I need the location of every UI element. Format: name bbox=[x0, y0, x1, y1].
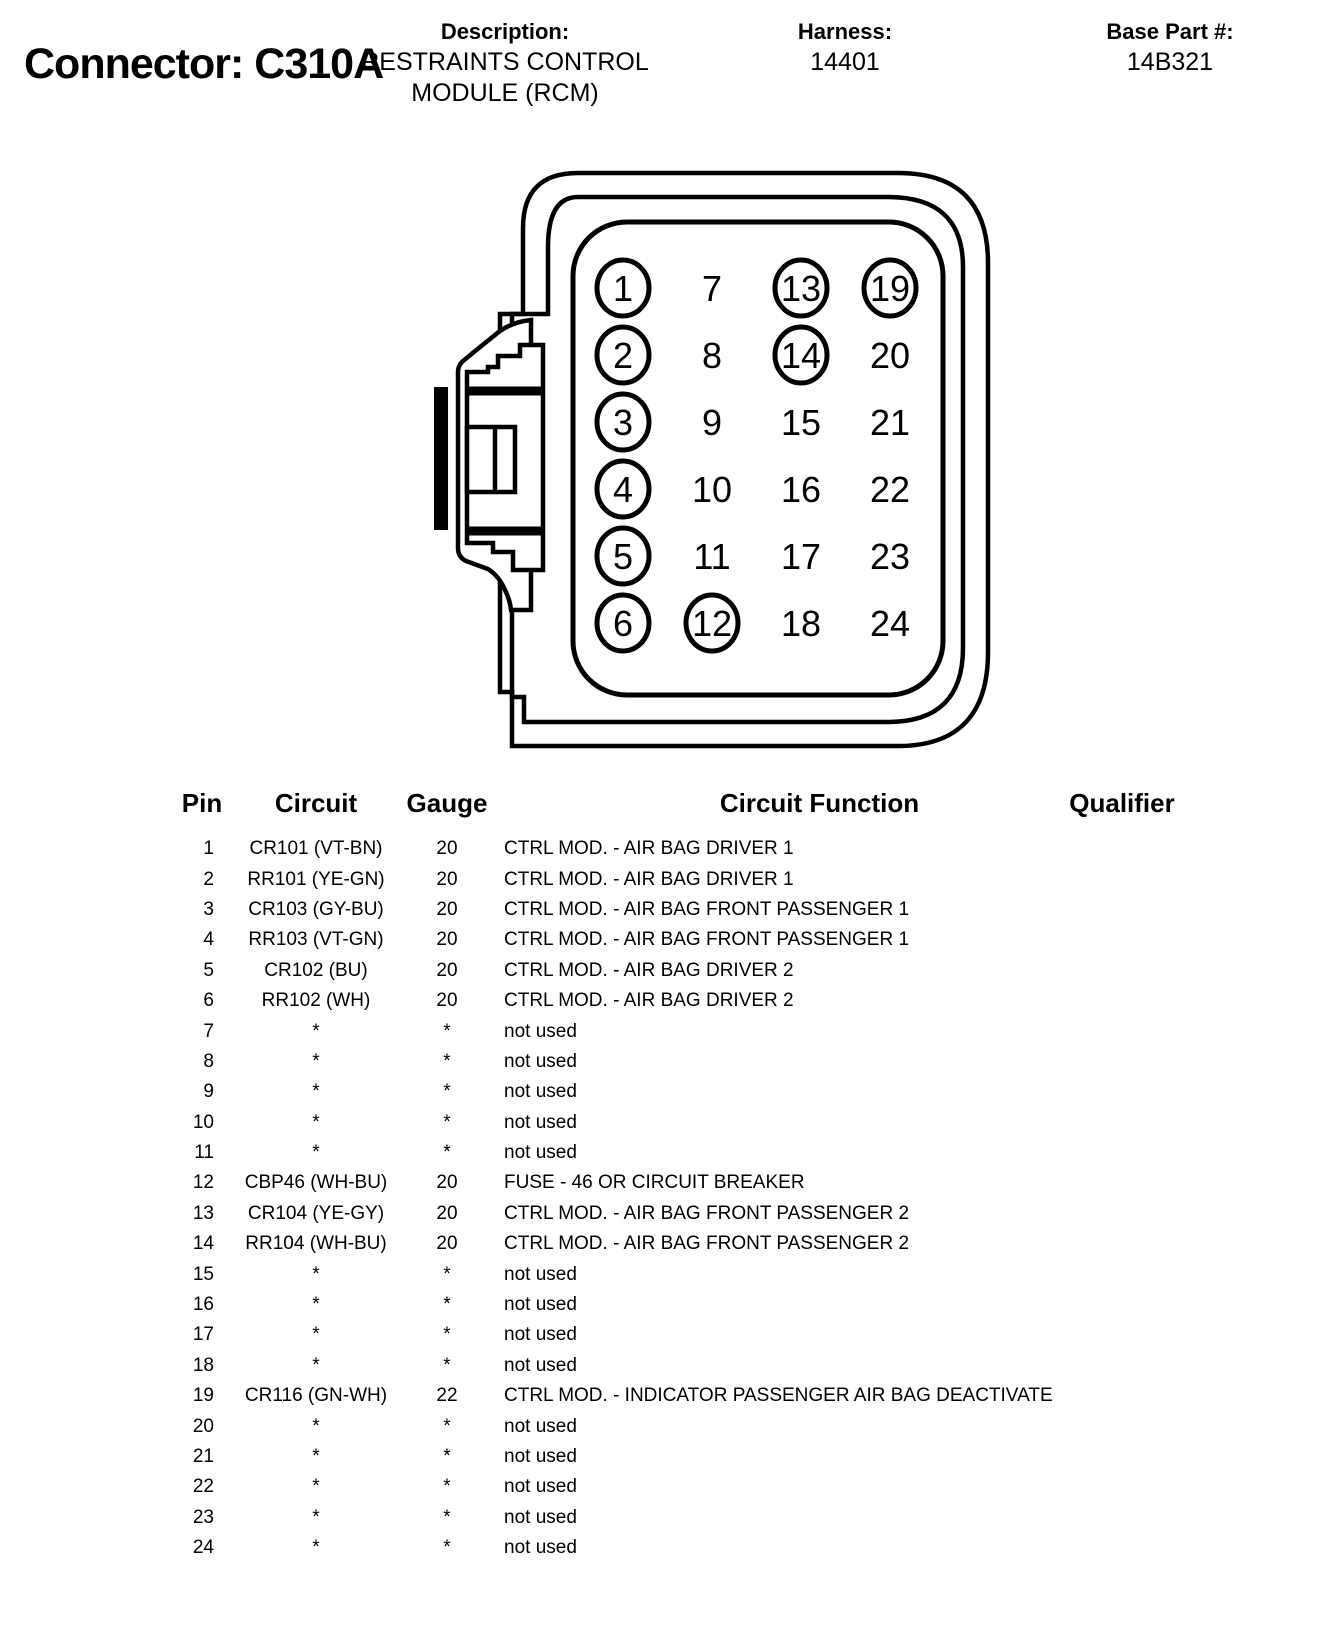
cell-function: CTRL MOD. - AIR BAG FRONT PASSENGER 1 bbox=[504, 898, 910, 920]
table-row bbox=[172, 1503, 1242, 1533]
pin-22-label: 22 bbox=[869, 469, 911, 510]
connector-diagram bbox=[400, 150, 1000, 760]
cell-gauge: 20 bbox=[436, 959, 458, 981]
cell-gauge: * bbox=[443, 1050, 451, 1072]
pin-13-label: 13 bbox=[780, 268, 822, 309]
table-row bbox=[172, 925, 1242, 955]
cell-gauge: * bbox=[443, 1324, 451, 1346]
harness-label: Harness: bbox=[797, 19, 893, 44]
table-row bbox=[172, 864, 1242, 894]
cell-pin: 15 bbox=[192, 1263, 214, 1285]
table-row bbox=[172, 1138, 1242, 1168]
cell-gauge: * bbox=[443, 1142, 451, 1164]
table-row bbox=[172, 895, 1242, 925]
col-header-gauge: Gauge bbox=[406, 788, 488, 818]
cell-pin: 7 bbox=[203, 1020, 214, 1042]
pin-23-label: 23 bbox=[869, 536, 911, 577]
cell-circuit: CR103 (GY-BU) bbox=[248, 898, 384, 920]
table-row bbox=[172, 1108, 1242, 1138]
cell-gauge: 20 bbox=[436, 838, 458, 860]
cell-gauge: 20 bbox=[436, 898, 458, 920]
cell-pin: 3 bbox=[203, 898, 214, 920]
cell-function: not used bbox=[504, 1020, 577, 1042]
cell-circuit: CR104 (YE-GY) bbox=[247, 1202, 385, 1224]
pin-2-label: 2 bbox=[612, 335, 634, 376]
base-part-value: 14B321 bbox=[1126, 48, 1214, 76]
description-line1: RESTRAINTS CONTROL bbox=[361, 48, 649, 76]
cell-pin: 14 bbox=[192, 1233, 214, 1255]
description-label: Description: bbox=[440, 19, 570, 44]
cell-gauge: * bbox=[443, 1263, 451, 1285]
pin-20-label: 20 bbox=[869, 335, 911, 376]
keyway-window bbox=[467, 427, 515, 492]
cell-pin: 1 bbox=[203, 838, 214, 860]
table-row bbox=[172, 1016, 1242, 1046]
cell-circuit: RR104 (WH-BU) bbox=[245, 1233, 387, 1255]
cell-function: CTRL MOD. - AIR BAG FRONT PASSENGER 2 bbox=[504, 1233, 910, 1255]
cell-function: not used bbox=[504, 1537, 577, 1559]
cell-circuit: * bbox=[312, 1263, 320, 1285]
cell-pin: 19 bbox=[192, 1385, 214, 1407]
cell-function: CTRL MOD. - AIR BAG FRONT PASSENGER 1 bbox=[504, 929, 910, 951]
col-header-qualifier: Qualifier bbox=[1069, 788, 1175, 818]
cell-function: CTRL MOD. - AIR BAG DRIVER 2 bbox=[504, 959, 794, 981]
cell-function: CTRL MOD. - AIR BAG DRIVER 1 bbox=[504, 838, 794, 860]
cell-circuit: * bbox=[312, 1324, 320, 1346]
cell-pin: 21 bbox=[192, 1446, 214, 1467]
cell-pin: 6 bbox=[203, 990, 214, 1012]
cell-circuit: * bbox=[312, 1142, 320, 1164]
cell-gauge: * bbox=[443, 1446, 451, 1467]
cell-function: CTRL MOD. - AIR BAG DRIVER 1 bbox=[504, 868, 794, 890]
table-row bbox=[172, 1320, 1242, 1350]
pin-11-label: 11 bbox=[693, 536, 731, 577]
col-header-function: Circuit Function bbox=[719, 788, 920, 818]
cell-pin: 9 bbox=[203, 1081, 214, 1103]
cell-circuit: * bbox=[312, 1415, 320, 1437]
table-row bbox=[172, 1077, 1242, 1107]
cell-gauge: 20 bbox=[436, 1233, 458, 1255]
cell-function: FUSE - 46 OR CIRCUIT BREAKER bbox=[504, 1172, 805, 1194]
cell-gauge: * bbox=[443, 1354, 451, 1376]
cell-circuit: * bbox=[312, 1446, 320, 1467]
cell-circuit: * bbox=[312, 1354, 320, 1376]
cell-gauge: * bbox=[443, 1506, 451, 1528]
cell-pin: 17 bbox=[192, 1324, 214, 1346]
pin-18-label: 18 bbox=[780, 603, 822, 644]
pin-6-label: 6 bbox=[612, 603, 634, 644]
cell-function: not used bbox=[504, 1415, 577, 1437]
cell-circuit: * bbox=[312, 1020, 320, 1042]
cell-circuit: * bbox=[312, 1537, 320, 1559]
cell-gauge: 20 bbox=[436, 868, 458, 890]
pin-7-label: 7 bbox=[701, 268, 723, 309]
cell-gauge: * bbox=[443, 1415, 451, 1437]
pin-8-label: 8 bbox=[701, 335, 723, 376]
base-part-block bbox=[1050, 16, 1290, 78]
cell-pin: 4 bbox=[203, 929, 214, 951]
table-row bbox=[172, 1259, 1242, 1289]
cell-gauge: 20 bbox=[436, 929, 458, 951]
pin-1-label: 1 bbox=[612, 268, 634, 309]
cell-circuit: CBP46 (WH-BU) bbox=[244, 1172, 388, 1194]
description-block bbox=[330, 16, 680, 109]
cell-gauge: * bbox=[443, 1111, 451, 1133]
cell-pin: 12 bbox=[192, 1172, 214, 1194]
cell-function: not used bbox=[504, 1111, 577, 1133]
description-line2: MODULE (RCM) bbox=[411, 79, 599, 107]
cell-circuit: * bbox=[312, 1476, 320, 1498]
table-row bbox=[172, 986, 1242, 1016]
table-row bbox=[172, 1351, 1242, 1381]
cell-pin: 24 bbox=[192, 1537, 214, 1559]
cell-pin: 5 bbox=[203, 959, 214, 981]
cell-function: not used bbox=[504, 1324, 577, 1346]
cell-gauge: 22 bbox=[436, 1385, 458, 1407]
pin-15-label: 15 bbox=[780, 402, 822, 443]
cell-pin: 22 bbox=[192, 1476, 214, 1498]
col-header-circuit: Circuit bbox=[274, 788, 358, 818]
cell-function: CTRL MOD. - AIR BAG DRIVER 2 bbox=[504, 990, 794, 1012]
cell-circuit: RR102 (WH) bbox=[261, 990, 371, 1012]
cell-circuit: * bbox=[312, 1050, 320, 1072]
table-row bbox=[172, 1472, 1242, 1502]
table-row bbox=[172, 1199, 1242, 1229]
cell-gauge: * bbox=[443, 1537, 451, 1559]
pin-12-label: 12 bbox=[691, 603, 733, 644]
pin-16-label: 16 bbox=[780, 469, 822, 510]
pin-4-label: 4 bbox=[612, 469, 634, 510]
cell-pin: 2 bbox=[203, 868, 214, 890]
cell-gauge: * bbox=[443, 1294, 451, 1316]
table-header-row bbox=[172, 788, 1242, 834]
cell-function: not used bbox=[504, 1142, 577, 1164]
pin-3-label: 3 bbox=[612, 402, 634, 443]
pin-5-label: 5 bbox=[612, 536, 634, 577]
cell-gauge: 20 bbox=[436, 1202, 458, 1224]
cell-circuit: * bbox=[312, 1111, 320, 1133]
pin-9-label: 9 bbox=[701, 402, 723, 443]
table-body bbox=[172, 834, 1242, 1563]
cell-pin: 8 bbox=[203, 1050, 214, 1072]
cell-function: CTRL MOD. - INDICATOR PASSENGER AIR BAG DEACTIVATE bbox=[504, 1385, 1053, 1407]
pin-21-label: 21 bbox=[869, 402, 911, 443]
cell-circuit: * bbox=[312, 1294, 320, 1316]
cell-function: not used bbox=[504, 1081, 577, 1103]
cell-pin: 18 bbox=[192, 1354, 214, 1376]
table-row bbox=[172, 1168, 1242, 1198]
cell-function: not used bbox=[504, 1476, 577, 1498]
cell-pin: 16 bbox=[192, 1294, 214, 1316]
table-row bbox=[172, 1381, 1242, 1411]
cell-gauge: 20 bbox=[436, 990, 458, 1012]
table-row bbox=[172, 1047, 1242, 1077]
cell-circuit: CR116 (GN-WH) bbox=[244, 1385, 388, 1407]
table-row bbox=[172, 1533, 1242, 1563]
harness-block bbox=[755, 16, 935, 78]
pin-17-label: 17 bbox=[780, 536, 822, 577]
cell-circuit: RR101 (YE-GN) bbox=[247, 868, 385, 890]
table-row bbox=[172, 834, 1242, 864]
cell-function: not used bbox=[504, 1294, 577, 1316]
cell-function: not used bbox=[504, 1446, 577, 1467]
table-row bbox=[172, 1411, 1242, 1441]
harness-value: 14401 bbox=[810, 48, 880, 76]
pin-10-label: 10 bbox=[691, 469, 733, 510]
cell-pin: 13 bbox=[192, 1202, 214, 1224]
pin-24-label: 24 bbox=[869, 603, 911, 644]
cell-circuit: * bbox=[312, 1081, 320, 1103]
keyway-black-mark bbox=[434, 387, 448, 530]
cell-pin: 11 bbox=[194, 1142, 214, 1164]
cell-gauge: * bbox=[443, 1081, 451, 1103]
table-row bbox=[172, 956, 1242, 986]
cell-pin: 23 bbox=[192, 1506, 214, 1528]
cell-function: not used bbox=[504, 1506, 577, 1528]
pin-14-label: 14 bbox=[780, 335, 822, 376]
cell-gauge: * bbox=[443, 1476, 451, 1498]
base-part-label: Base Part #: bbox=[1106, 19, 1234, 44]
cell-pin: 20 bbox=[192, 1415, 214, 1437]
cell-gauge: 20 bbox=[436, 1172, 458, 1194]
cell-function: not used bbox=[504, 1050, 577, 1072]
table-row bbox=[172, 1442, 1242, 1472]
cell-circuit: RR103 (VT-GN) bbox=[248, 929, 384, 951]
table-row bbox=[172, 1229, 1242, 1259]
cell-pin: 10 bbox=[192, 1111, 214, 1133]
cell-function: not used bbox=[504, 1263, 577, 1285]
col-header-pin: Pin bbox=[181, 788, 223, 818]
table-row bbox=[172, 1290, 1242, 1320]
page-title: Connector: C310A bbox=[24, 40, 384, 88]
cell-circuit: * bbox=[312, 1506, 320, 1528]
cell-circuit: CR101 (VT-BN) bbox=[249, 838, 383, 860]
cell-circuit: CR102 (BU) bbox=[264, 959, 368, 981]
cell-gauge: * bbox=[443, 1020, 451, 1042]
pin-19-label: 19 bbox=[869, 268, 911, 309]
cell-function: not used bbox=[504, 1354, 577, 1376]
pinout-table bbox=[172, 788, 1242, 1563]
cell-function: CTRL MOD. - AIR BAG FRONT PASSENGER 2 bbox=[504, 1202, 910, 1224]
